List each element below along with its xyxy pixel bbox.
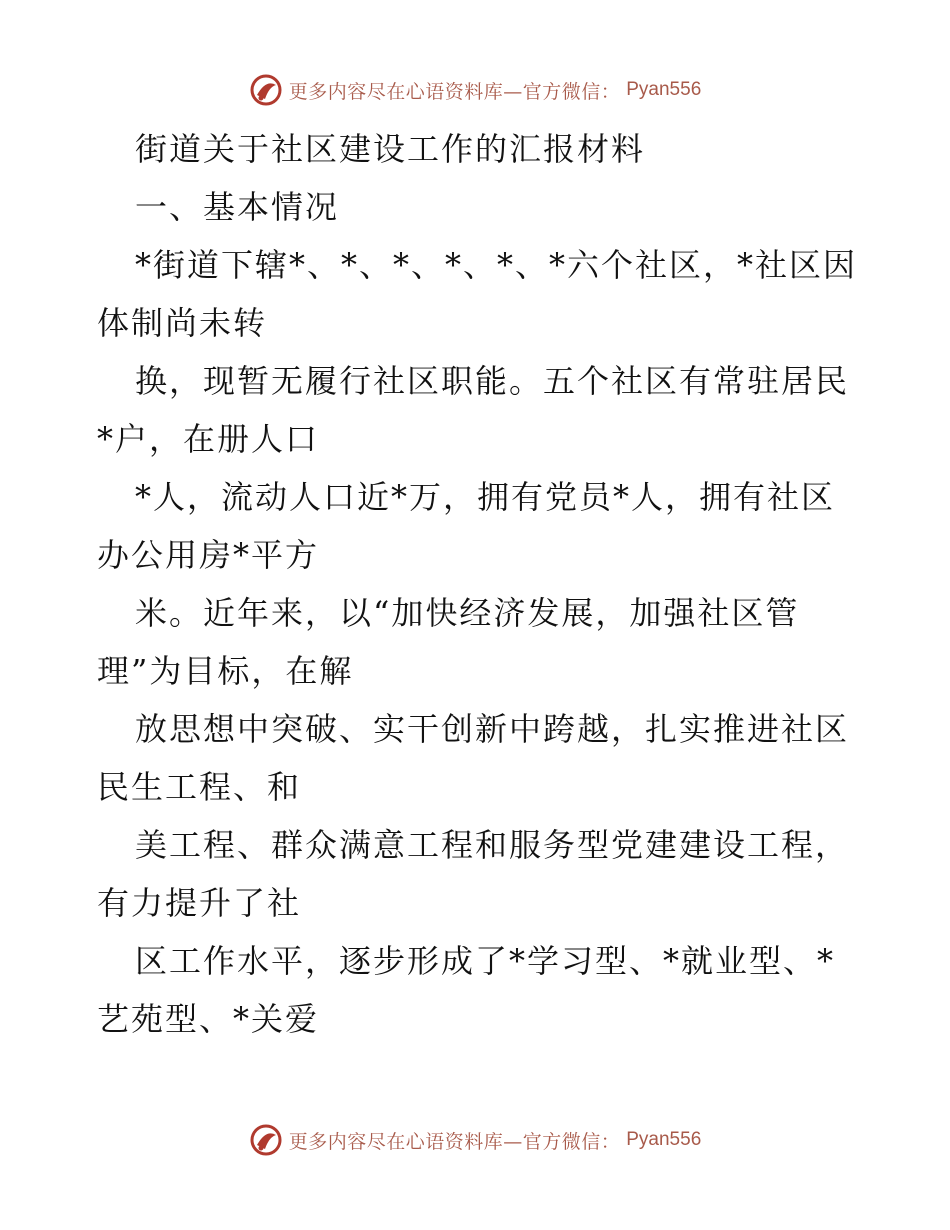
brand-logo-icon (249, 1123, 283, 1157)
paragraph-line: *人，流动人口近*万，拥有党员*人，拥有社区 (135, 478, 836, 516)
watermark-text: 更多内容尽在心语资料库—官方微信： (288, 1130, 621, 1153)
watermark-header (0, 70, 950, 110)
paragraph-line: 办公用房*平方 (97, 536, 320, 574)
paragraph-line: 体制尚未转 (97, 304, 268, 342)
section-heading: 一、基本情况 (135, 188, 340, 226)
paragraph-line: 米。近年来，以“加快经济发展，加强社区管 (135, 594, 800, 632)
watermark-text: 更多内容尽在心语资料库—官方微信： (288, 80, 621, 103)
paragraph-line: 换，现暂无履行社区职能。五个社区有常驻居民 (135, 362, 850, 400)
brand-logo-icon (249, 73, 283, 107)
watermark-wechat-id: Pyan556 (626, 79, 702, 100)
paragraph-line: 放思想中突破、实干创新中跨越，扎实推进社区 (135, 710, 850, 748)
paragraph-line: 区工作水平，逐步形成了*学习型、*就业型、* (135, 942, 836, 980)
watermark-wechat-id: Pyan556 (626, 1129, 702, 1150)
paragraph-line: *户，在册人口 (97, 420, 320, 458)
document-body (97, 120, 857, 1048)
watermark-footer (0, 1120, 950, 1160)
paragraph-line: 理”为目标，在解 (97, 652, 354, 690)
paragraph-line: 民生工程、和 (97, 768, 302, 806)
document-title: 街道关于社区建设工作的汇报材料 (135, 130, 646, 168)
paragraph-line: 有力提升了社 (97, 884, 302, 922)
paragraph-line: *街道下辖*、*、*、*、*、*六个社区，*社区因 (135, 246, 858, 284)
paragraph-line: 艺苑型、*关爱 (97, 1000, 320, 1038)
paragraph-line: 美工程、群众满意工程和服务型党建建设工程， (135, 826, 850, 864)
